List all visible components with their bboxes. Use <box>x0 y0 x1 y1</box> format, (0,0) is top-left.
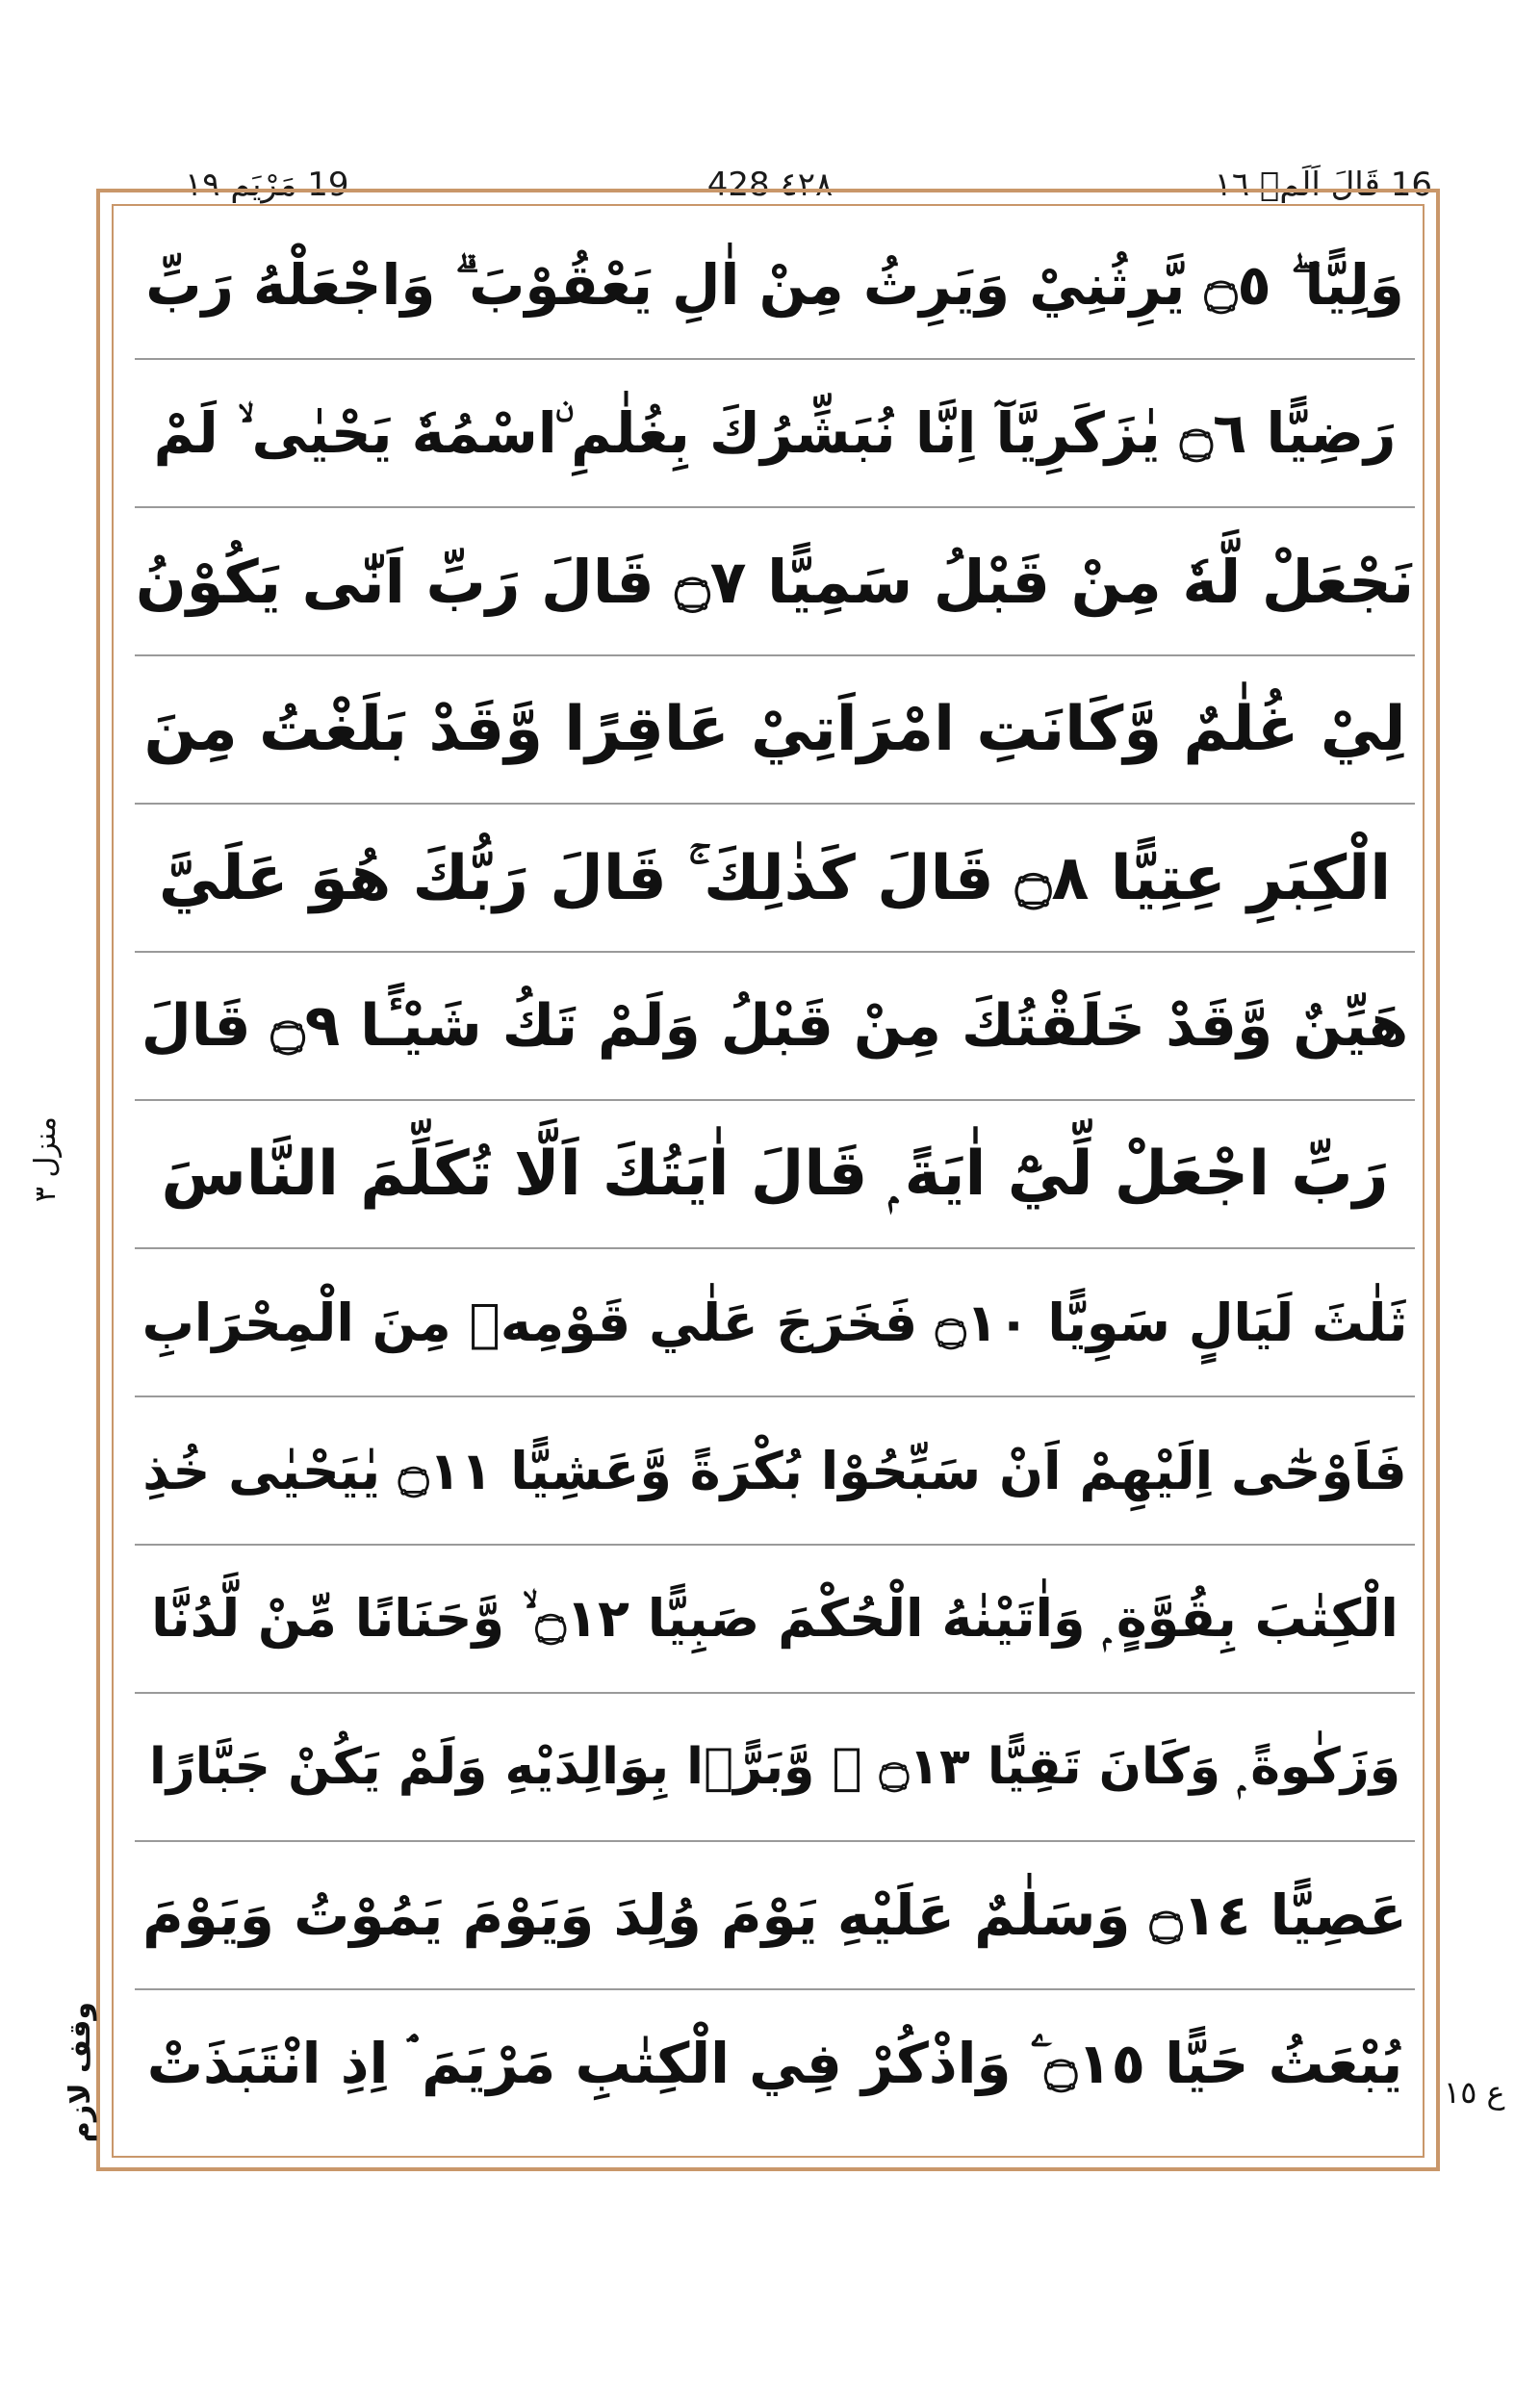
text-line-5: الْكِبَرِ عِتِيًّا ۝٨ قَالَ كَذٰلِكَ ۚ قَالَ رَبُّكَ هُوَ عَلَيَّ <box>158 842 1392 914</box>
ruku-marker: ع ١٥ <box>1444 2074 1505 2111</box>
text-line-1: وَلِيًّا ۖ ۝٥ يَّرِثُنِيْ وَيَرِثُ مِنْ اٰلِ يَعْقُوْبَ ۗ وَاجْعَلْهُ رَبِّ <box>145 251 1404 318</box>
text-line-9: فَاَوْحٰٓى اِلَيْهِمْ اَنْ سَبِّحُوْا بُكْرَةً وَّعَشِيًّا ۝١١ يٰيَحْيٰى خُذِ <box>142 1440 1407 1501</box>
text-line-13: يُبْعَثُ حَيًّا ۝١٥ ۧ وَاذْكُرْ فِي الْكِتٰبِ مَرْيَمَ ۘ اِذِ انْتَبَذَتْ <box>146 2030 1403 2096</box>
text-line-4: لِيْ غُلٰمٌ وَّكَانَتِ امْرَاَتِيْ عَاقِرًا وَّقَدْ بَلَغْتُ مِنَ <box>143 694 1406 765</box>
text-line-11: وَزَكٰوةً ۭ وَكَانَ تَقِيًّا ۝١٣ ۙ وَّبَرًّۢا بِوَالِدَيْهِ وَلَمْ يَكُنْ جَبَّارًا <box>148 1737 1401 1796</box>
header-juz-label: 16 قَالَ اَلَمۡ ١٦ <box>1214 166 1432 204</box>
header-surah-label: 19 مَرْيَم ١٩ <box>185 166 349 204</box>
waqf-lazim-note: وقف لازم <box>64 2002 97 2143</box>
text-line-10: الْكِتٰبَ بِقُوَّةٍ ۭ وَاٰتَيْنٰهُ الْحُكْمَ صَبِيًّا ۝١٢ ۙ وَّحَنَانًا مِّنْ لَّدُنَّا <box>151 1588 1399 1649</box>
manzil-note: منزل ٣ <box>29 1116 63 1203</box>
text-line-12: عَصِيًّا ۝١٤ وَسَلٰمٌ عَلَيْهِ يَوْمَ وُلِدَ وَيَوْمَ يَمُوْتُ وَيَوْمَ <box>142 1882 1407 1948</box>
text-block <box>135 212 1415 2146</box>
text-line-6: هَيِّنٌ وَّقَدْ خَلَقْتُكَ مِنْ قَبْلُ وَلَمْ تَكُ شَيْـًٔا ۝٩ قَالَ <box>141 992 1409 1060</box>
header-page-number: ٤٢٨ 428 <box>706 166 834 204</box>
text-line-2: رَضِيًّا ۝٦ يٰزَكَرِيَّآ اِنَّا نُبَشِّرُكَ بِغُلٰمِ ۨاسْمُهٗ يَحْيٰى ۙ لَمْ <box>153 399 1397 466</box>
text-line-7: رَبِّ اجْعَلْ لِّيْٓ اٰيَةً ۭ قَالَ اٰيَتُكَ اَلَّا تُكَلِّمَ النَّاسَ <box>161 1139 1389 1210</box>
text-line-8: ثَلٰثَ لَيَالٍ سَوِيًّا ۝١٠ فَخَرَجَ عَلٰي قَوْمِهٖ مِنَ الْمِحْرَابِ <box>141 1292 1408 1353</box>
text-line-3: نَجْعَلْ لَّهٗ مِنْ قَبْلُ سَمِيًّا ۝٧ قَالَ رَبِّ اَنّٰى يَكُوْنُ <box>135 546 1415 617</box>
